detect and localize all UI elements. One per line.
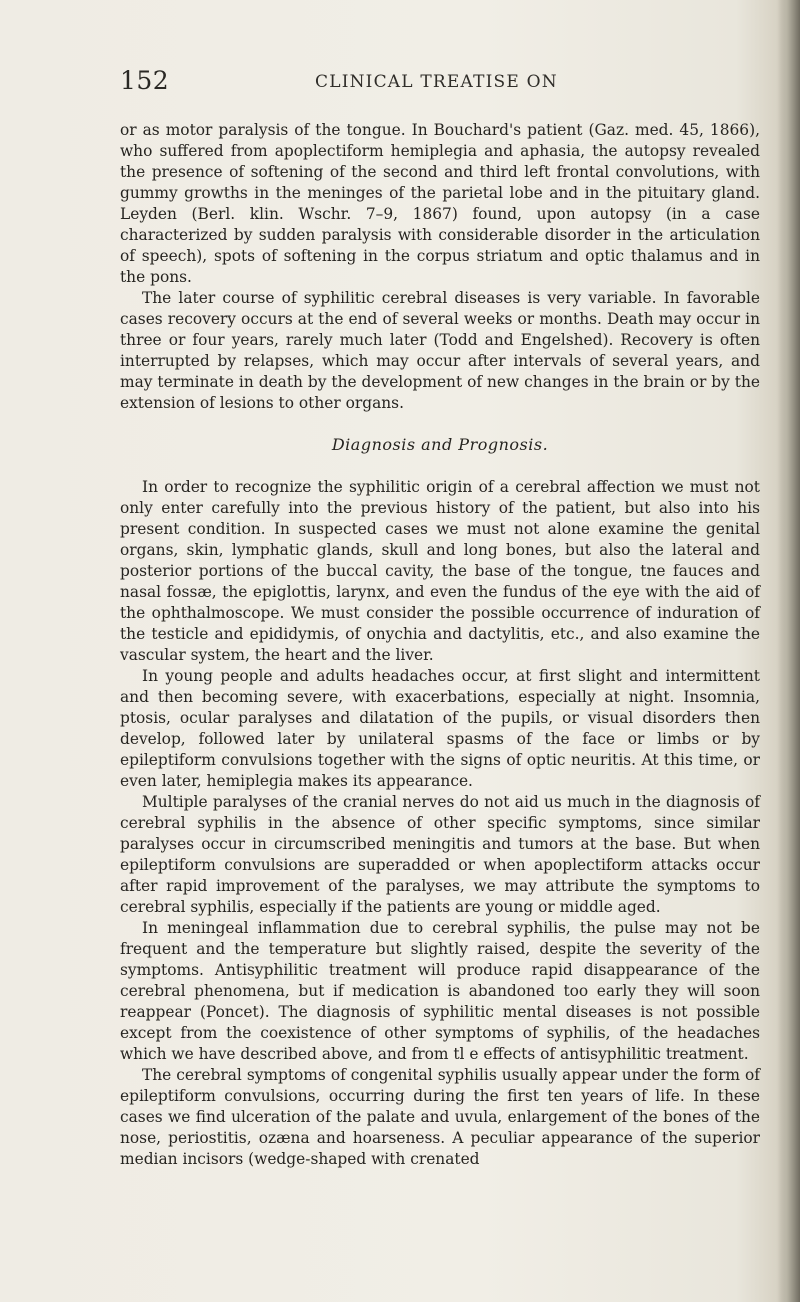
paragraph: In young people and adults headaches occur, at first slight and intermittent and then becoming severe, with exacerbations, especially at night. Insomnia, ptosis, ocular paralyses and dilatation of the pupils, or visual disorders then develop, followed later by unilateral spasms of the face or limbs or by epileptiform convulsions together with the signs of optic neuritis. At this time, or even later, hemiplegia makes its appearance.: [120, 667, 760, 790]
section-heading: Diagnosis and Prognosis.: [331, 435, 549, 454]
paragraph: Multiple paralyses of the cranial nerves do not aid us much in the diagnosis of cerebral syphilis in the absence of other specific symptoms, since similar paralyses occur in circumscribed meningitis and tumors at the base. But when epileptiform convulsions are superadded or when apoplectiform attacks occur after rapid improvement of the paralyses, we may attribute the symptoms to cerebral syphilis, especially if the patients are young or middle aged.: [120, 793, 760, 916]
running-title: CLINICAL TREATISE ON: [315, 72, 558, 92]
paragraph: In meningeal inflammation due to cerebral syphilis, the pulse may not be frequent and the temperature but slightly raised, despite the severity of the symptoms. Antisyphilitic treatment will produce rapid disappearance of the cerebral phenomena, but if medication is abandoned too early they will soon reappear (Poncet). The diagnosis of syphilitic mental diseases is not possible except from the coexistence of other symptoms of syphilis, of the headaches which we have described above, and from tl e effects of antisyphilitic treatment.: [120, 919, 760, 1063]
paragraph: or as motor paralysis of the tongue. In Bouchard's patient (Gaz. med. 45, 1866), who suffered from apoplectiform hemiplegia and aphasia, the autopsy revealed the presence of softening of the second and third left frontal convolutions, with gummy growths in the meninges of the parietal lobe and in the pituitary gland. Leyden (Berl. klin. Wschr. 7–9, 1867) found, upon autopsy (in a case characterized by sudden paralysis with considerable disorder in the articulation of speech), spots of softening in the corpus striatum and optic thalamus and in the pons.: [120, 121, 760, 286]
paragraph: The later course of syphilitic cerebral diseases is very variable. In favorable cases recovery occurs at the end of several weeks or months. Death may occur in three or four years, rarely much later (Todd and Engelshed). Recovery is often interrupted by relapses, which may occur after intervals of several years, and may terminate in death by the development of new changes in the brain or by the extension of lesions to other organs.: [120, 289, 760, 412]
page-edge-shadow: [778, 0, 800, 1302]
paragraph: In order to recognize the syphilitic origin of a cerebral affection we must not only enter carefully into the previous history of the patient, but also into his present condition. In suspected cases we must not alone examine the genital organs, skin, lymphatic glands, skull and long bones, but also the lateral and posterior portions of the buccal cavity, the base of the tongue, tne fauces and nasal fossæ, the epiglottis, larynx, and even the fundus of the eye with the aid of the ophthalmoscope. We must consider the possible occurrence of induration of the testicle and epididymis, of onychia and dactylitis, etc., and also examine the vascular system, the heart and the liver.: [120, 478, 760, 664]
body-text: [120, 120, 760, 1170]
paragraph: The cerebral symptoms of congenital syphilis usually appear under the form of epileptiform convulsions, occurring during the first ten years of life. In these cases we find ulceration of the palate and uvula, enlargement of the bones of the nose, periostitis, ozæna and hoarseness. A peculiar appearance of the superior median incisors (wedge-shaped with crenated: [120, 1066, 760, 1168]
page-number: 152: [120, 66, 170, 95]
page-header: [120, 66, 740, 96]
